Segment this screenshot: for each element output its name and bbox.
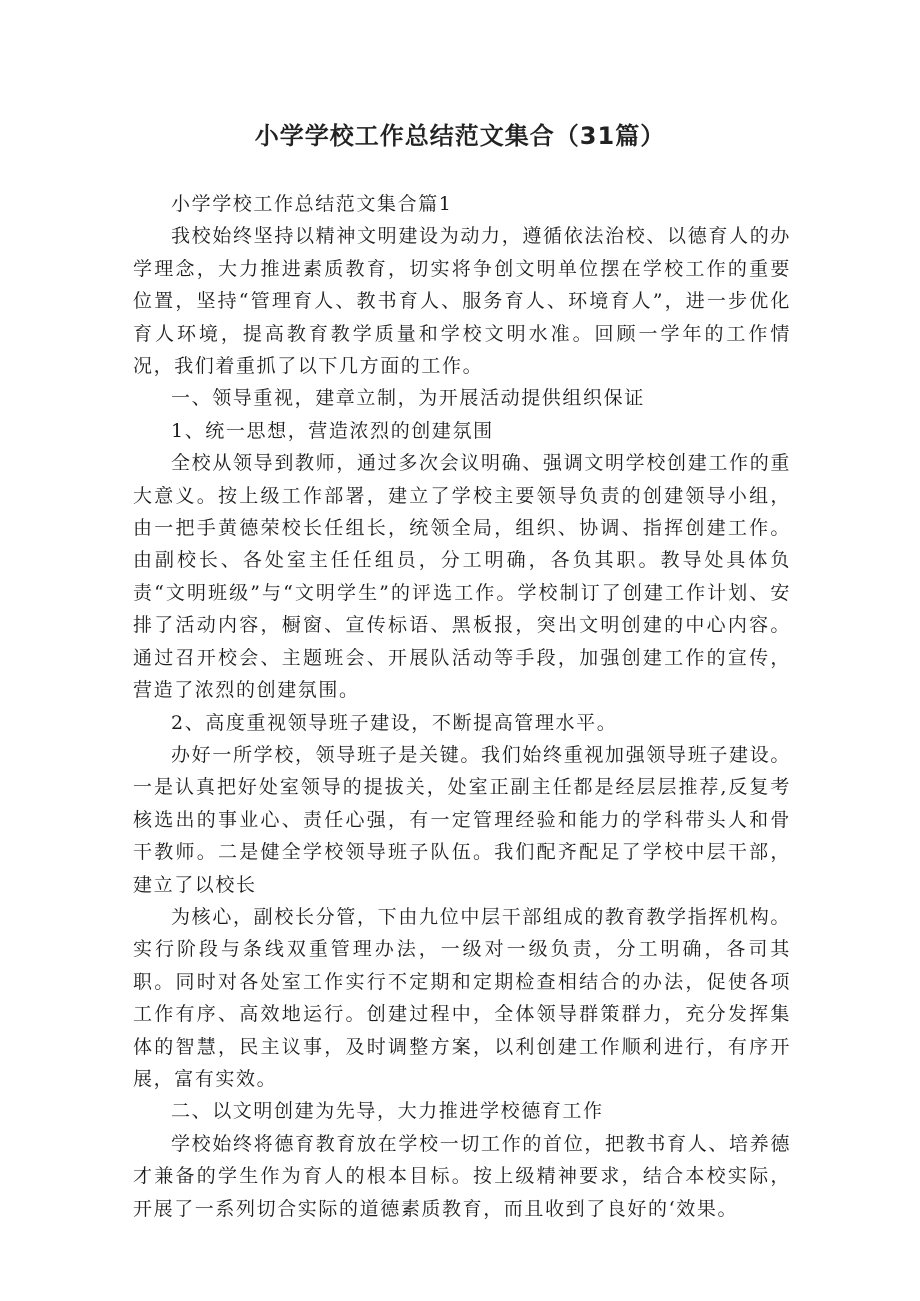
document-body	[133, 188, 791, 1225]
body-paragraph: 学校始终将德育教育放在学校一切工作的首位，把教书育人、培养德才兼备的学生作为育人的根本目标。按上级精神要求，结合本校实际，开展了一系列切合实际的道德素质教育，而且收到了良好的‘效果。	[133, 1132, 791, 1220]
document-title: 小学学校工作总结范文集合（31篇）	[254, 122, 666, 150]
section-heading: 二、以文明创建为先导，大力推进学校德育工作	[171, 1100, 604, 1123]
body-paragraph: 办好一所学校，领导班子是关键。我们始终重视加强领导班子建设。一是认真把好处室领导的提拔关，处室正副主任都是经层层推荐,反复考核选出的事业心、责任心强，有一定管理经验和能力的学科带头人和骨干教师。二是健全学校领导班子队伍。我们配齐配足了学校中层干部，建立了以校长	[133, 743, 791, 896]
section-heading: 一、领导重视，建章立制，为开展活动提供组织保证	[171, 387, 645, 410]
body-paragraph: 为核心，副校长分管，下由九位中层干部组成的教育教学指挥机构。实行阶段与条线双重管理办法，一级对一级负责，分工明确，各司其职。同时对各处室工作实行不定期和定期检查相结合的办法，促使各项工作有序、高效地运行。创建过程中，全体领导群策群力，充分发挥集体的智慧，民主议事，及时调整方案，以利创建工作顺利进行，有序开展，富有实效。	[133, 905, 791, 1090]
section-heading: 小学学校工作总结范文集合篇1	[171, 193, 453, 215]
subsection-heading: 2、高度重视领导班子建设，不断提高管理水平。	[171, 711, 618, 734]
body-paragraph: 全校从领导到教师，通过多次会议明确、强调文明学校创建工作的重大意义。按上级工作部署，建立了学校主要领导负责的创建领导小组，由一把手黄德荣校长任组长，统领全局，组织、协调、指挥创建工作。由副校长、各处室主任任组员，分工明确，各负其职。教导处具体负责“文明班级”与“文明学生”的评选工作。学校制订了创建工作计划、安排了活动内容，橱窗、宣传标语、黑板报，突出文明创建的中心内容。通过召开校会、主题班会、开展队活动等手段，加强创建工作的宣传，营造了浓烈的创建氛围。	[133, 452, 791, 702]
subsection-heading: 1、统一思想，营造浓烈的创建氛围	[171, 419, 494, 442]
body-paragraph: 我校始终坚持以精神文明建设为动力，遵循依法治校、以德育人的办学理念，大力推进素质教育，切实将争创文明单位摆在学校工作的重要位置，坚持“管理育人、教书育人、服务育人、环境育人”，进一步优化育人环境，提高教育教学质量和学校文明水准。回顾一学年的工作情况，我们着重抓了以下几方面的工作。	[133, 225, 791, 378]
